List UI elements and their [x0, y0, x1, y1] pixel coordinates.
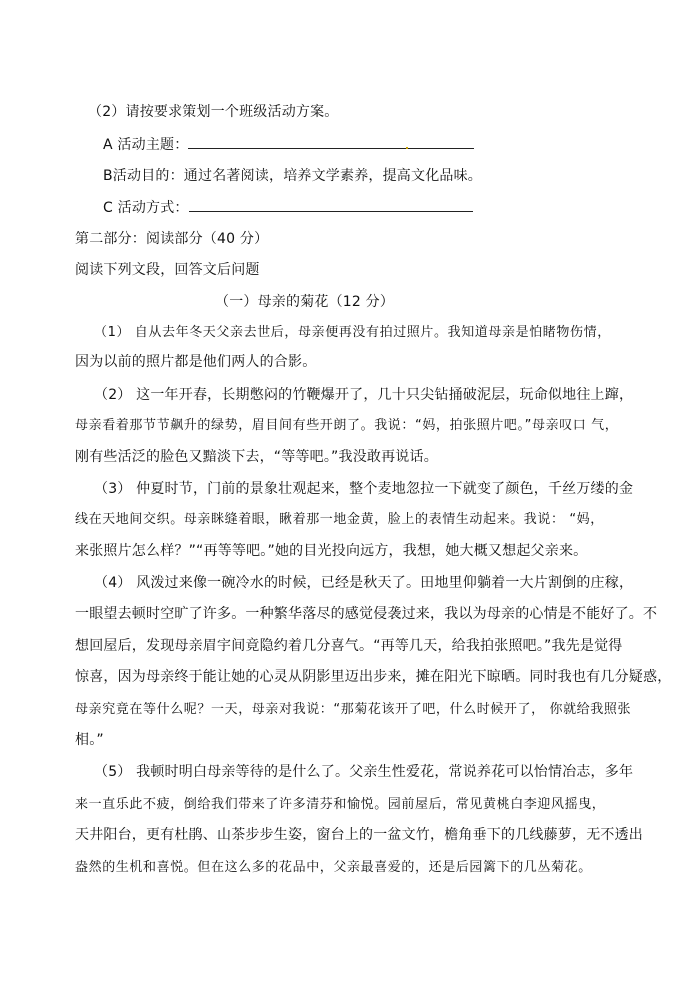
passage-line: （3） 仲夏时节，门前的景象壮观起来，整个麦地忽拉一下就变了颜色，千丝万缕的金: [94, 481, 634, 497]
passage-line: 来一直乐此不疲，倒给我们带来了许多清芬和愉悦。园前屋后，常见黄桃白李迎风摇曳，: [75, 797, 606, 812]
passage-line: 因为以前的照片都是他们两人的合影。: [75, 354, 317, 370]
part2-heading: 第二部分：阅读部分（40 分）: [75, 231, 269, 247]
stray-dot: [406, 147, 408, 149]
activity-method-blank[interactable]: [189, 197, 473, 212]
activity-theme-row: [103, 134, 474, 155]
activity-purpose: B活动目的：通过名著阅读，培养文学素养，提高文化品味。: [103, 168, 483, 184]
passage-line: 母亲究竟在等什么呢？一天，母亲对我说：“那菊花该开了吧，什么时候开了， 你就给我照张: [75, 702, 632, 717]
passage-line: 想回屋后，发现母亲眉宇间竟隐约着几分喜气。“再等几天，给我拍张照吧。”我先是觉得: [75, 638, 623, 654]
passage-line: 相。”: [75, 732, 104, 748]
passage-line: 来张照片怎么样？”“再等等吧。”她的目光投向远方，我想，她大概又想起父亲来。: [75, 543, 588, 559]
passage-title: （一）母亲的菊花（12 分）: [215, 294, 395, 310]
reading-instruction: 阅读下列文段，回答文后问题: [75, 262, 260, 278]
activity-method-label: C 活动方式：: [103, 200, 189, 216]
passage-line: （2） 这一年开春，长期憋闷的竹鞭爆开了，几十只尖钻捅破泥层，玩命似地往上蹿，: [94, 387, 634, 403]
passage-line: 母亲看着那节节飙升的绿势，眉目间有些开朗了。我说：“妈，拍张照片吧。”母亲叹口 气，: [75, 418, 619, 433]
question-2: （2）请按要求策划一个班级活动方案。: [88, 104, 339, 120]
passage-line: 惊喜，因为母亲终于能让她的心灵从阴影里迈出步来，摊在阳光下晾晒。同时我也有几分疑惑，: [75, 669, 672, 685]
passage-line: 一眼望去顿时空旷了许多。一种繁华落尽的感觉侵袭过来，我以为母亲的心情是不能好了。不: [75, 606, 658, 622]
passage-line: 天井阳台，更有杜鹃、山茶步步生姿，窗台上的一盆文竹，檐角垂下的几线藤萝，无不透出: [75, 827, 643, 843]
activity-method-row: [103, 197, 473, 218]
passage-line: （5） 我顿时明白母亲等待的是什么了。父亲生性爱花，常说养花可以怡情冶志，多年: [94, 764, 634, 780]
activity-theme-label: A 活动主题：: [103, 137, 189, 153]
passage-line: （4） 风泼过来像一碗冷水的时候，已经是秋天了。田地里仰躺着一大片割倒的庄稼，: [94, 575, 634, 591]
passage-line: （1） 自从去年冬天父亲去世后，母亲便再没有拍过照片。我知道母亲是怕睹物伤情，: [94, 325, 611, 340]
activity-theme-blank[interactable]: [188, 134, 474, 149]
passage-line: 刚有些活泛的脸色又黯淡下去，“等等吧。”我没敢再说话。: [75, 449, 438, 465]
passage-line: 盎然的生机和喜悦。但在这么多的花品中，父亲最喜爱的，还是后园篱下的几丛菊花。: [75, 860, 592, 875]
passage-line: 线在天地间交织。母亲眯缝着眼，瞅着那一地金黄，脸上的表情生动起来。我说： “妈，: [75, 512, 604, 527]
